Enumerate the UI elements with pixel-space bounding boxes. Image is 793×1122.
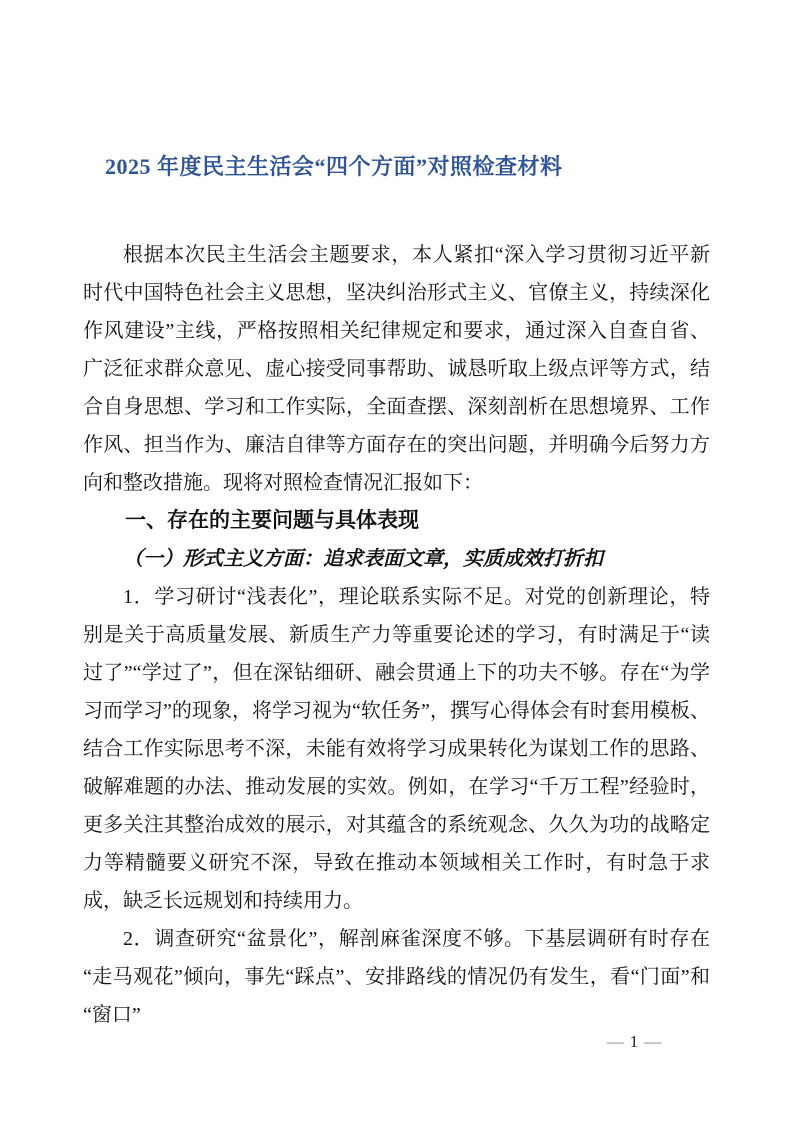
intro-paragraph: 根据本次民主生活会主题要求，本人紧扣“深入学习贯彻习近平新时代中国特色社会主义思想，坚决纠治形式主义、官僚主义，持续深化作风建设”主线，严格按照相关纪律规定和要求，通过深入自查自省、广泛征求群众意见、虚心接受同事帮助、诚恳听取上级点评等方式，结合自身思想、学习和工作实际，全面查摆、深刻剖析在思想境界、工作作风、担当作为、廉洁自律等方面存在的突出问题，并明确今后努力方向和整改措施。现将对照检查情况汇报如下： (83, 244, 710, 494)
numbered-paragraph-1: 1．学习研讨“浅表化”，理论联系实际不足。对党的创新理论，特别是关于高质量发展、新质生产力等重要论述的学习，有时满足于“读过了”“学过了”，但在深钻细研、融会贯通上下的功夫不够。存在“为学习而学习”的现象，将学习视为“软任务”，撰写心得体会有时套用模板、结合工作实际思考不深，未能有效将学习成果转化为谋划工作的思路、破解难题的办法、推动发展的实效。例如，在学习“千万工程”经验时，更多关注其整治成效的展示，对其蕴含的系统观念、久久为功的战略定力等精髓要义研究不深，导致在推动本领域相关工作时，有时急于求成，缺乏长远规划和持续用力。 (83, 586, 710, 912)
section-heading: 一、存在的主要问题与具体表现 (125, 509, 419, 532)
numbered-paragraph-2: 2．调查研究“盆景化”，解剖麻雀深度不够。下基层调研有时存在“走马观花”倾向，事先“踩点”、安排路线的情况仍有发生，看“门面”和“窗口” (83, 928, 710, 1026)
page-number-dash-right: — (644, 1032, 662, 1051)
subsection-heading: （一）形式主义方面：追求表面文章，实质成效打折扣 (123, 548, 603, 570)
document-title: 2025 年度民主生活会“四个方面”对照检查材料 (105, 154, 563, 179)
page-number (559, 1030, 709, 1054)
document-content (83, 0, 710, 1034)
page-number-dash-left: — (606, 1032, 624, 1051)
page-number-value: 1 (629, 1032, 639, 1051)
